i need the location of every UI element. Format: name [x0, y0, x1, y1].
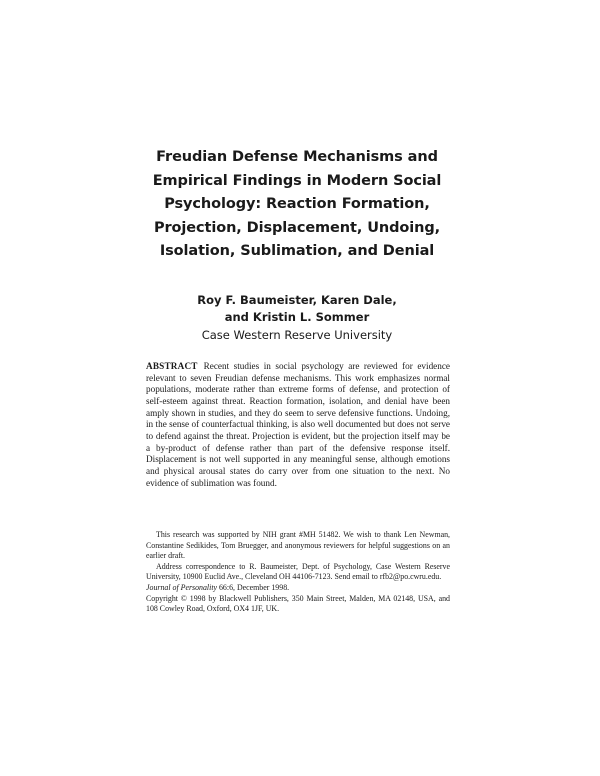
title-line-1: Freudian Defense Mechanisms and: [156, 149, 438, 165]
funding-note: This research was supported by NIH grant #MH 51482. We wish to thank Len Newman, Constantine Sedikides, Tom Bruegger, and anonymous reviewers for helpful suggestions on an earlier draft.: [146, 530, 450, 561]
journal-citation: [146, 583, 450, 594]
abstract: [146, 361, 450, 489]
title-line-3: Psychology: Reaction Formation,: [164, 196, 430, 212]
authors-line-1: Roy F. Baumeister, Karen Dale,: [197, 293, 397, 307]
paper-title: [100, 146, 494, 264]
correspondence-note: Address correspondence to R. Baumeister, Dept. of Psychology, Case Western Reserve University, 10900 Euclid Ave., Cleveland OH 44106-7123. Send email to rfb2@po.cwru.edu.: [146, 561, 450, 582]
author-list: [100, 292, 494, 326]
copyright-note: Copyright © 1998 by Blackwell Publishers, 350 Main Street, Malden, MA 02148, USA, and 108 Cowley Road, Oxford, OX4 1JF, UK.: [146, 593, 450, 614]
title-line-4: Projection, Displacement, Undoing,: [153, 219, 441, 236]
title-line-5: Isolation, Sublimation, and Denial: [159, 243, 435, 259]
abstract-label: ABSTRACT: [146, 361, 198, 371]
journal-name: Journal of Personality: [146, 582, 218, 592]
title-line-2: Empirical Findings in Modern Social: [152, 172, 442, 189]
affiliation: Case Western Reserve University: [201, 328, 393, 342]
footnotes: [146, 530, 450, 615]
journal-issue: 66:6, December 1998.: [217, 582, 290, 592]
authors-line-2: and Kristin L. Sommer: [224, 310, 370, 324]
abstract-text: Recent studies in social psychology are reviewed for evidence relevant to seven Freudian defense mechanisms. This work emphasizes normal populations, moderate rather than extreme forms of defense, and protection of self-esteem against threat. Reaction formation, isolation, and denial have been amply shown in studies, and they do seem to serve defensive functions. Undoing, in the sense of counterfactual thinking, is also well documented but does not serve to defend against the threat. Projection is evident, but the projection itself may be a by-product of defense rather than part of the defensive response itself. Displacement is not well supported in any meaningful sense, although emotions and physical arousal states do carry over from one situation to the next. No evidence of sublimation was found.: [146, 361, 450, 488]
